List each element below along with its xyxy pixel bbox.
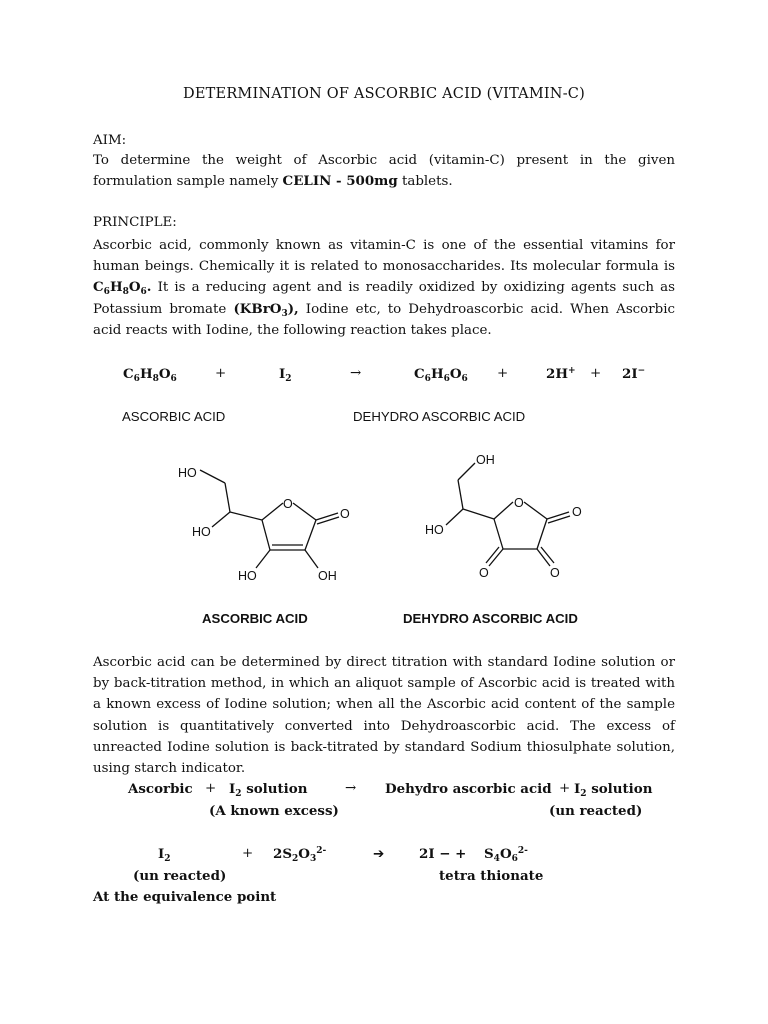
bond [225,483,230,512]
dehydroascorbic-acid-structure [446,463,570,566]
r1-plus-3: + [590,366,602,381]
double-bond [486,547,499,563]
principle-text [93,235,675,341]
bond [256,550,270,568]
r3-note-right: tetra thionate [439,868,544,884]
principle-heading: PRINCIPLE: [93,215,177,230]
r2-plus-2: + [559,781,571,796]
r2-arrow: → [345,781,357,796]
r1-label-right: DEHYDRO ASCORBIC ACID [353,409,526,424]
structure-caption-right: DEHYDRO ASCORBIC ACID [403,611,578,626]
principle-text-part: It is a reducing agent and is readily oxidized by oxidizing agents such as Potassium bromate [93,280,675,317]
r1-plus-2: + [497,366,509,381]
r3-note-left: (un reacted) [133,868,227,884]
bond [463,509,494,519]
carbonyl-oxygen-label: O [340,507,350,521]
ho-label: HO [192,525,211,539]
r3-arrow: ➔ [373,846,385,861]
molecular-formula: $C_6H_8O_6$. [93,279,152,298]
bond [524,502,547,519]
double-bond [541,547,554,563]
method-paragraph: Ascorbic acid can be determined by direct titration with standard Iodine solution or by back-titration method, in which an aliquot sample of Ascorbic acid is treated with a known excess of Iodine solution; when all the Ascorbic acid content of the sample solution is quantitatively converted into Dehydroascorbic acid. The excess of unreacted Iodine solution is back-titrated by standard Sodium thiosulphate solution, using starch indicator. [93,655,675,777]
r1-label-left: ASCORBIC ACID [122,409,226,424]
oh-label: OH [318,569,337,583]
r2-product-2: $I_2$ solution [574,781,653,799]
aim-text-part: To determine the weight of Ascorbic acid (vitamin-C) present in the given formulation sample namely [93,153,675,190]
bond [200,470,225,483]
r2-note-left: (A known excess) [209,803,339,819]
carbonyl-oxygen-label: O [572,505,582,519]
r1-product-3: 2I− [622,366,646,382]
bond [262,520,270,550]
r1-reactant-2: $I_2$ [279,366,292,384]
r2-note-right: (un reacted) [549,803,643,819]
bond [230,512,262,520]
bond [494,502,513,519]
bond [446,509,463,525]
bond [293,503,316,520]
r3-product-1: 2I − + [419,846,467,862]
r1-plus-1: + [215,366,227,381]
ring-oxygen-label: O [283,497,293,511]
bond [494,519,503,549]
r3-product-2: $S_4O_6^{2-}$ [484,846,528,864]
r1-product-1: $C_6H_6O_6$ [414,366,468,384]
r2-plus-1: + [205,781,217,796]
r2-reactant-1: Ascorbic [128,781,193,797]
bond [458,480,463,509]
bond [305,520,316,550]
structure-caption-left: ASCORBIC ACID [202,611,308,626]
ho-label: HO [178,466,197,480]
ho-label: HO [238,569,257,583]
bond [537,549,550,566]
aim-text [93,150,675,192]
bond [262,503,283,520]
oh-label: OH [476,453,495,467]
r1-arrow: → [350,366,362,381]
r3-reactant-2: $2S_2O_3^{2-}$ [273,846,327,864]
r2-product-1: Dehydro ascorbic acid [385,781,552,797]
r1-product-2: 2H+ [546,366,576,382]
r3-reactant-1: $I_2$ [158,846,171,864]
equivalence-point-line: At the equivalence point [93,889,277,905]
r1-reactant-1: $C_6H_8O_6$ [123,366,177,384]
ring-oxygen-label: O [514,496,524,510]
structure-diagrams [0,445,768,605]
r3-plus-1: + [242,846,254,861]
ho-label: HO [425,523,444,537]
bond [305,550,318,568]
principle-text-part: Ascorbic acid, commonly known as vitamin-C is one of the essential vitamins for human beings. Chemically it is related to monosaccharides. Its molecular formula is [93,238,675,275]
product-name: CELIN - 500mg [282,173,398,190]
aim-heading: AIM: [93,133,127,148]
principle-text-part: Iodine etc, to Dehydroascorbic acid. When Ascorbic acid reacts with Iodine, the following reaction takes place. [93,301,676,338]
ketone-oxygen-label: O [550,566,560,580]
bond [212,512,230,527]
ascorbic-acid-structure [200,470,339,568]
ketone-oxygen-label: O [479,566,489,580]
aim-text-end: tablets. [397,174,453,190]
r2-reactant-2: $I_2$ solution [229,781,308,799]
page-title: DETERMINATION OF ASCORBIC ACID (VITAMIN-C) [183,86,585,102]
kbro3-formula: (KBrO$_3$), [233,300,299,319]
bond [458,463,475,480]
bond [537,519,547,549]
